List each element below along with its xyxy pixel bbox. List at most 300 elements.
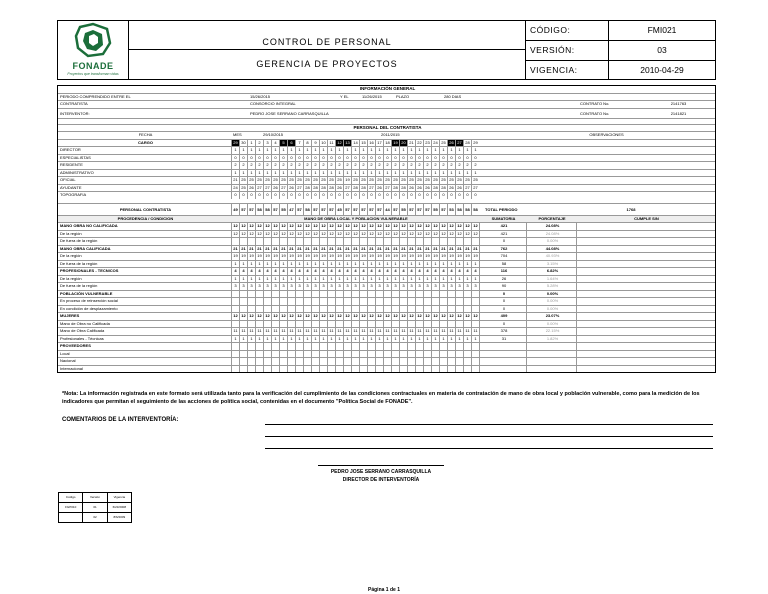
condition-day-cell bbox=[303, 351, 311, 358]
role-day-cell: 0 bbox=[279, 155, 287, 162]
role-name: RESIDENTE bbox=[60, 162, 83, 167]
condition-name: En proceso de reinserción social bbox=[60, 298, 118, 303]
condition-day-cell bbox=[247, 351, 255, 358]
day-header-cell: 18 bbox=[383, 140, 391, 147]
comment-line-2 bbox=[265, 436, 713, 437]
condition-day-cell: 12 bbox=[263, 231, 271, 238]
condition-day-cell: 3 bbox=[463, 283, 471, 290]
condition-day-cell bbox=[423, 291, 431, 298]
condition-day-cell: 12 bbox=[455, 231, 463, 238]
condition-day-cell bbox=[383, 358, 391, 365]
condition-name: De la región bbox=[60, 275, 82, 281]
condition-day-cell bbox=[439, 366, 447, 373]
condition-day-cell: 1 bbox=[247, 336, 255, 343]
condition-day-cell: 11 bbox=[463, 328, 471, 335]
condition-day-cell bbox=[279, 343, 287, 350]
mini-header-vigencia: Vigencia bbox=[113, 495, 126, 499]
condition-day-cell bbox=[247, 321, 255, 328]
condition-day-cell: 21 bbox=[423, 246, 431, 253]
condition-day-cell bbox=[247, 291, 255, 298]
role-day-cell: 28 bbox=[431, 185, 439, 192]
condition-day-cell bbox=[463, 358, 471, 365]
condition-day-cell: 4 bbox=[287, 268, 295, 275]
condition-day-cell bbox=[463, 238, 471, 245]
role-day-cell: 1 bbox=[423, 147, 431, 154]
day-header-cell: 14 bbox=[351, 140, 359, 147]
condition-day-cell: 3 bbox=[303, 283, 311, 290]
condition-day-cell: 21 bbox=[447, 246, 455, 253]
condition-day-cell bbox=[407, 291, 415, 298]
personal-section-title: PERSONAL DEL CONTRATISTA bbox=[353, 124, 422, 130]
condition-day-cell: 1 bbox=[311, 261, 319, 268]
condition-day-cell bbox=[423, 298, 431, 305]
condition-day-cell: 3 bbox=[255, 283, 263, 290]
sumatoria-value: 26 bbox=[479, 276, 526, 283]
condition-day-cell: 1 bbox=[415, 276, 423, 283]
condition-day-cell: 1 bbox=[287, 336, 295, 343]
cumple-value bbox=[576, 253, 715, 260]
mini-header-codigo: Código bbox=[59, 493, 83, 502]
role-day-cell: 1 bbox=[423, 170, 431, 177]
condition-day-cell: 11 bbox=[407, 328, 415, 335]
condition-day-cell: 3 bbox=[295, 283, 303, 290]
condition-day-cell bbox=[375, 358, 383, 365]
condition-day-cell: 12 bbox=[455, 313, 463, 320]
role-day-cell: 26 bbox=[455, 185, 463, 192]
role-name: OFICIAL bbox=[60, 177, 76, 182]
sumatoria-value: 58 bbox=[479, 261, 526, 268]
condition-day-cell: 1 bbox=[375, 336, 383, 343]
role-name: ADMINISTRATIVO bbox=[60, 169, 94, 175]
role-day-cell: 1 bbox=[327, 147, 335, 154]
document-title: CONTROL DE PERSONAL bbox=[129, 21, 525, 50]
role-day-cell: 0 bbox=[367, 192, 375, 199]
condition-day-cell bbox=[423, 366, 431, 373]
condition-day-cell: 3 bbox=[455, 283, 463, 290]
condition-day-cell bbox=[319, 351, 327, 358]
sumatoria-value: 0 bbox=[479, 306, 526, 313]
condition-day-cell bbox=[399, 358, 407, 365]
role-day-cell: 25 bbox=[407, 177, 415, 184]
cumple-value bbox=[576, 298, 715, 305]
condition-day-cell: 1 bbox=[271, 276, 279, 283]
condition-day-cell bbox=[327, 351, 335, 358]
condition-day-cell bbox=[279, 298, 287, 305]
comment-line-1 bbox=[265, 424, 713, 425]
condition-day-cell bbox=[415, 238, 423, 245]
porcentaje-value: 3.15% bbox=[526, 261, 576, 268]
condition-day-cell bbox=[455, 291, 463, 298]
condition-name: De fuera de la región bbox=[60, 260, 98, 266]
role-day-cell: 0 bbox=[439, 192, 447, 199]
condition-day-cell: 1 bbox=[391, 336, 399, 343]
condition-name: MANO OBRA CALIFICADA bbox=[60, 245, 111, 251]
condition-day-cell: 1 bbox=[335, 336, 343, 343]
condition-day-cell bbox=[463, 366, 471, 373]
condition-name: De fuera de la región bbox=[60, 238, 98, 243]
table-row bbox=[58, 268, 715, 276]
sumatoria-value: 90 bbox=[479, 283, 526, 290]
role-day-cell: 27 bbox=[367, 185, 375, 192]
condition-name: Local bbox=[60, 350, 70, 356]
condition-day-cell bbox=[311, 343, 319, 350]
cumple-value bbox=[576, 238, 715, 245]
table-row bbox=[58, 283, 715, 291]
condition-day-cell: 3 bbox=[351, 283, 359, 290]
condition-day-cell: 1 bbox=[319, 261, 327, 268]
condition-day-cell bbox=[407, 351, 415, 358]
condition-day-cell: 4 bbox=[311, 268, 319, 275]
total-cell: 57 bbox=[295, 204, 303, 215]
condition-day-cell bbox=[343, 298, 351, 305]
role-day-cell: 0 bbox=[391, 192, 399, 199]
condition-day-cell bbox=[351, 238, 359, 245]
cumple-value bbox=[576, 276, 715, 283]
condition-day-cell: 19 bbox=[295, 253, 303, 260]
role-day-cell: 1 bbox=[263, 170, 271, 177]
condition-day-cell bbox=[359, 306, 367, 313]
condition-day-cell bbox=[463, 321, 471, 328]
condition-day-cell: 12 bbox=[319, 231, 327, 238]
condition-day-cell: 21 bbox=[239, 246, 247, 253]
condition-day-cell: 4 bbox=[415, 268, 423, 275]
day-header-cell: 3 bbox=[263, 140, 271, 147]
local-labor-table bbox=[58, 223, 715, 372]
role-day-cell: 0 bbox=[327, 155, 335, 162]
condition-day-cell: 1 bbox=[367, 336, 375, 343]
fonade-emblem-icon bbox=[58, 21, 128, 61]
role-day-cell: 2 bbox=[439, 162, 447, 169]
cumple-label: CUMPLE S/N bbox=[634, 215, 659, 221]
role-day-cell: 25 bbox=[295, 177, 303, 184]
cumple-value bbox=[576, 268, 715, 275]
condition-day-cell bbox=[399, 298, 407, 305]
condition-day-cell bbox=[375, 291, 383, 298]
condition-day-cell bbox=[407, 298, 415, 305]
condition-day-cell: 3 bbox=[383, 283, 391, 290]
condition-day-cell: 4 bbox=[239, 268, 247, 275]
role-day-cell: 0 bbox=[311, 155, 319, 162]
role-day-cell: 1 bbox=[247, 170, 255, 177]
condition-day-cell: 11 bbox=[327, 328, 335, 335]
condition-day-cell bbox=[471, 366, 479, 373]
day-header-cell: 17 bbox=[375, 140, 383, 147]
condition-day-cell: 1 bbox=[231, 336, 239, 343]
version-value: 03 bbox=[657, 45, 667, 55]
condition-day-cell bbox=[383, 298, 391, 305]
condition-day-cell bbox=[327, 321, 335, 328]
condition-day-cell: 11 bbox=[311, 328, 319, 335]
condition-day-cell: 11 bbox=[375, 328, 383, 335]
condition-day-cell: 1 bbox=[263, 336, 271, 343]
role-day-cell: 19 bbox=[343, 177, 351, 184]
role-day-cell: 2 bbox=[295, 162, 303, 169]
condition-day-cell bbox=[439, 291, 447, 298]
condition-day-cell bbox=[239, 351, 247, 358]
condition-day-cell bbox=[295, 351, 303, 358]
cumple-value bbox=[576, 246, 715, 253]
day-header-cell: 9 bbox=[311, 140, 319, 147]
condition-day-cell: 4 bbox=[351, 268, 359, 275]
condition-day-cell: 1 bbox=[367, 276, 375, 283]
condition-day-cell: 12 bbox=[351, 231, 359, 238]
role-day-cell: 1 bbox=[303, 170, 311, 177]
sumatoria-value: 762 bbox=[479, 246, 526, 253]
role-day-cell: 27 bbox=[471, 185, 479, 192]
role-day-cell: 25 bbox=[327, 177, 335, 184]
condition-day-cell: 3 bbox=[399, 283, 407, 290]
condition-day-cell: 1 bbox=[471, 336, 479, 343]
condition-day-cell bbox=[463, 291, 471, 298]
condition-name: POBLACIÓN VULNERABLE bbox=[60, 290, 113, 296]
role-day-cell: 1 bbox=[311, 147, 319, 154]
condition-day-cell bbox=[375, 306, 383, 313]
condition-day-cell: 19 bbox=[351, 253, 359, 260]
role-day-cell: 1 bbox=[447, 170, 455, 177]
condition-day-cell: 19 bbox=[271, 253, 279, 260]
condition-day-cell: 11 bbox=[351, 328, 359, 335]
condition-day-cell: 1 bbox=[255, 336, 263, 343]
condition-day-cell bbox=[391, 366, 399, 373]
condition-day-cell bbox=[255, 291, 263, 298]
condition-day-cell: 4 bbox=[463, 268, 471, 275]
condition-day-cell bbox=[327, 298, 335, 305]
condition-day-cell bbox=[287, 343, 295, 350]
condition-day-cell: 12 bbox=[311, 231, 319, 238]
role-day-cell: 26 bbox=[247, 185, 255, 192]
day-header-cell: 6 bbox=[287, 140, 295, 147]
role-day-cell: 0 bbox=[471, 192, 479, 199]
condition-day-cell: 3 bbox=[231, 283, 239, 290]
condition-day-cell: 4 bbox=[263, 268, 271, 275]
role-day-cell: 1 bbox=[335, 170, 343, 177]
role-day-cell: 2 bbox=[367, 162, 375, 169]
condition-day-cell bbox=[375, 238, 383, 245]
condition-day-cell: 21 bbox=[287, 246, 295, 253]
condition-day-cell bbox=[447, 298, 455, 305]
condition-day-cell bbox=[455, 351, 463, 358]
day-header-cell: 20 bbox=[399, 140, 407, 147]
condition-day-cell bbox=[407, 343, 415, 350]
condition-day-cell: 12 bbox=[319, 313, 327, 320]
role-day-cell: 1 bbox=[319, 147, 327, 154]
condition-day-cell: 21 bbox=[279, 246, 287, 253]
cargo-label: CARGO bbox=[138, 139, 153, 145]
condition-day-cell bbox=[423, 351, 431, 358]
role-day-cell: 25 bbox=[303, 177, 311, 184]
condition-day-cell bbox=[295, 291, 303, 298]
role-day-cell: 2 bbox=[391, 162, 399, 169]
condition-day-cell bbox=[375, 298, 383, 305]
condition-day-cell bbox=[391, 291, 399, 298]
condition-day-cell: 21 bbox=[359, 246, 367, 253]
interventor-label: INTERVENTOR: bbox=[60, 110, 90, 116]
role-day-cell: 0 bbox=[455, 192, 463, 199]
mes-label: MES bbox=[233, 132, 242, 137]
role-day-cell: 1 bbox=[287, 147, 295, 154]
condition-day-cell bbox=[471, 238, 479, 245]
condition-day-cell: 11 bbox=[471, 328, 479, 335]
signature-role: DIRECTOR DE INTERVENTORÍA bbox=[342, 477, 420, 483]
condition-day-cell: 19 bbox=[399, 253, 407, 260]
condition-day-cell: 12 bbox=[327, 231, 335, 238]
day-header-cell: 7 bbox=[295, 140, 303, 147]
role-day-cell: 2 bbox=[375, 162, 383, 169]
sumatoria-value: 0 bbox=[479, 291, 526, 298]
condition-day-cell: 19 bbox=[463, 253, 471, 260]
condition-day-cell bbox=[303, 291, 311, 298]
condition-day-cell bbox=[295, 298, 303, 305]
role-day-cell: 2 bbox=[239, 162, 247, 169]
porcentaje-value: 0.00% bbox=[526, 321, 576, 328]
condition-day-cell: 4 bbox=[319, 268, 327, 275]
cumple-value bbox=[576, 358, 715, 365]
condition-day-cell: 1 bbox=[471, 276, 479, 283]
condition-day-cell: 1 bbox=[407, 276, 415, 283]
condition-day-cell: 1 bbox=[391, 276, 399, 283]
condition-day-cell bbox=[359, 358, 367, 365]
condition-day-cell: 12 bbox=[255, 231, 263, 238]
role-day-cell: 0 bbox=[255, 192, 263, 199]
sumatoria-label: SUMATORIA bbox=[491, 215, 516, 221]
role-day-cell: 25 bbox=[247, 177, 255, 184]
condition-day-cell: 21 bbox=[311, 246, 319, 253]
condition-name: PROFESIONALES - TECNICOS bbox=[60, 268, 119, 273]
contrato1-value: 2141763 bbox=[670, 101, 687, 106]
role-day-cell: 1 bbox=[303, 147, 311, 154]
condition-day-cell bbox=[391, 298, 399, 305]
role-day-cell: 2 bbox=[279, 162, 287, 169]
condition-day-cell: 11 bbox=[455, 328, 463, 335]
condition-day-cell bbox=[263, 343, 271, 350]
condition-day-cell: 1 bbox=[239, 261, 247, 268]
mini-date-2: 8/6/2009 bbox=[113, 515, 126, 519]
role-day-cell: 25 bbox=[255, 177, 263, 184]
condition-day-cell: 3 bbox=[391, 283, 399, 290]
condition-day-cell: 21 bbox=[319, 246, 327, 253]
total-cell: 47 bbox=[287, 204, 295, 215]
condition-day-cell: 19 bbox=[287, 253, 295, 260]
condition-day-cell: 21 bbox=[391, 246, 399, 253]
condition-day-cell: 12 bbox=[343, 313, 351, 320]
role-day-cell: 28 bbox=[439, 185, 447, 192]
total-cell: 57 bbox=[391, 204, 399, 215]
condition-day-cell bbox=[359, 298, 367, 305]
condition-day-cell bbox=[367, 351, 375, 358]
condition-day-cell bbox=[407, 306, 415, 313]
condition-day-cell: 12 bbox=[407, 313, 415, 320]
condition-day-cell bbox=[375, 366, 383, 373]
role-day-cell: 25 bbox=[287, 177, 295, 184]
condition-day-cell: 19 bbox=[311, 253, 319, 260]
condition-day-cell: 12 bbox=[287, 223, 295, 230]
porcentaje-value: 0.00% bbox=[526, 291, 576, 298]
condition-name: De la región bbox=[60, 253, 82, 258]
role-day-cell: 1 bbox=[383, 170, 391, 177]
role-day-cell: 26 bbox=[447, 185, 455, 192]
condition-day-cell bbox=[359, 291, 367, 298]
day-header-cell: 12 bbox=[335, 140, 343, 147]
condition-day-cell: 11 bbox=[231, 328, 239, 335]
condition-day-cell: 12 bbox=[383, 231, 391, 238]
condition-day-cell bbox=[415, 366, 423, 373]
condition-day-cell: 1 bbox=[327, 261, 335, 268]
condition-day-cell bbox=[327, 366, 335, 373]
mini-header-version: Versión bbox=[83, 493, 107, 502]
role-day-cell: 0 bbox=[423, 192, 431, 199]
table-row bbox=[58, 313, 715, 321]
condition-day-cell bbox=[271, 366, 279, 373]
role-day-cell: 21 bbox=[231, 177, 239, 184]
role-day-cell: 25 bbox=[351, 177, 359, 184]
condition-day-cell bbox=[407, 321, 415, 328]
condition-day-cell bbox=[343, 291, 351, 298]
role-day-cell: 25 bbox=[455, 177, 463, 184]
condition-day-cell: 12 bbox=[391, 231, 399, 238]
condition-day-cell: 1 bbox=[351, 276, 359, 283]
condition-day-cell: 12 bbox=[431, 231, 439, 238]
cumple-value bbox=[576, 231, 715, 238]
condition-day-cell: 3 bbox=[279, 283, 287, 290]
condition-day-cell: 21 bbox=[255, 246, 263, 253]
role-day-cell: 1 bbox=[311, 170, 319, 177]
condition-day-cell: 1 bbox=[423, 261, 431, 268]
role-day-cell: 0 bbox=[231, 155, 239, 162]
role-day-cell: 1 bbox=[399, 170, 407, 177]
total-cell: 58 bbox=[455, 204, 463, 215]
role-day-cell: 27 bbox=[295, 185, 303, 192]
condition-day-cell bbox=[231, 291, 239, 298]
role-day-cell: 28 bbox=[399, 185, 407, 192]
role-day-cell: 27 bbox=[383, 185, 391, 192]
sumatoria-value: 116 bbox=[479, 268, 526, 275]
role-day-cell: 27 bbox=[279, 185, 287, 192]
condition-day-cell: 11 bbox=[295, 328, 303, 335]
condition-day-cell: 11 bbox=[415, 328, 423, 335]
role-day-cell: 1 bbox=[327, 170, 335, 177]
condition-name: MANO OBRA NO CALIFICADA bbox=[60, 223, 118, 228]
total-cell: 57 bbox=[439, 204, 447, 215]
role-day-cell: 0 bbox=[431, 192, 439, 199]
periodo-label: PERIODO COMPRENDIDO ENTRE EL bbox=[60, 93, 131, 99]
condition-day-cell: 4 bbox=[423, 268, 431, 275]
condition-day-cell: 4 bbox=[359, 268, 367, 275]
total-cell: 45 bbox=[335, 204, 343, 215]
condition-day-cell: 12 bbox=[247, 231, 255, 238]
role-day-cell: 2 bbox=[335, 162, 343, 169]
condition-day-cell bbox=[247, 238, 255, 245]
condition-day-cell bbox=[303, 343, 311, 350]
condition-day-cell bbox=[231, 366, 239, 373]
condition-day-cell bbox=[319, 306, 327, 313]
condition-day-cell: 1 bbox=[439, 336, 447, 343]
role-day-cell: 0 bbox=[239, 155, 247, 162]
condition-day-cell: 1 bbox=[271, 336, 279, 343]
cumple-value bbox=[576, 351, 715, 358]
condition-day-cell: 1 bbox=[271, 261, 279, 268]
condition-day-cell bbox=[343, 306, 351, 313]
condition-day-cell bbox=[239, 238, 247, 245]
condition-day-cell bbox=[335, 358, 343, 365]
condition-day-cell: 19 bbox=[255, 253, 263, 260]
condition-day-cell: 12 bbox=[239, 231, 247, 238]
condition-day-cell: 12 bbox=[447, 313, 455, 320]
role-day-cell: 2 bbox=[471, 162, 479, 169]
condition-name: PROVEEDORES bbox=[60, 343, 91, 348]
condition-day-cell bbox=[415, 291, 423, 298]
condition-day-cell: 4 bbox=[231, 268, 239, 275]
porcentaje-value: 22.15% bbox=[526, 328, 576, 335]
